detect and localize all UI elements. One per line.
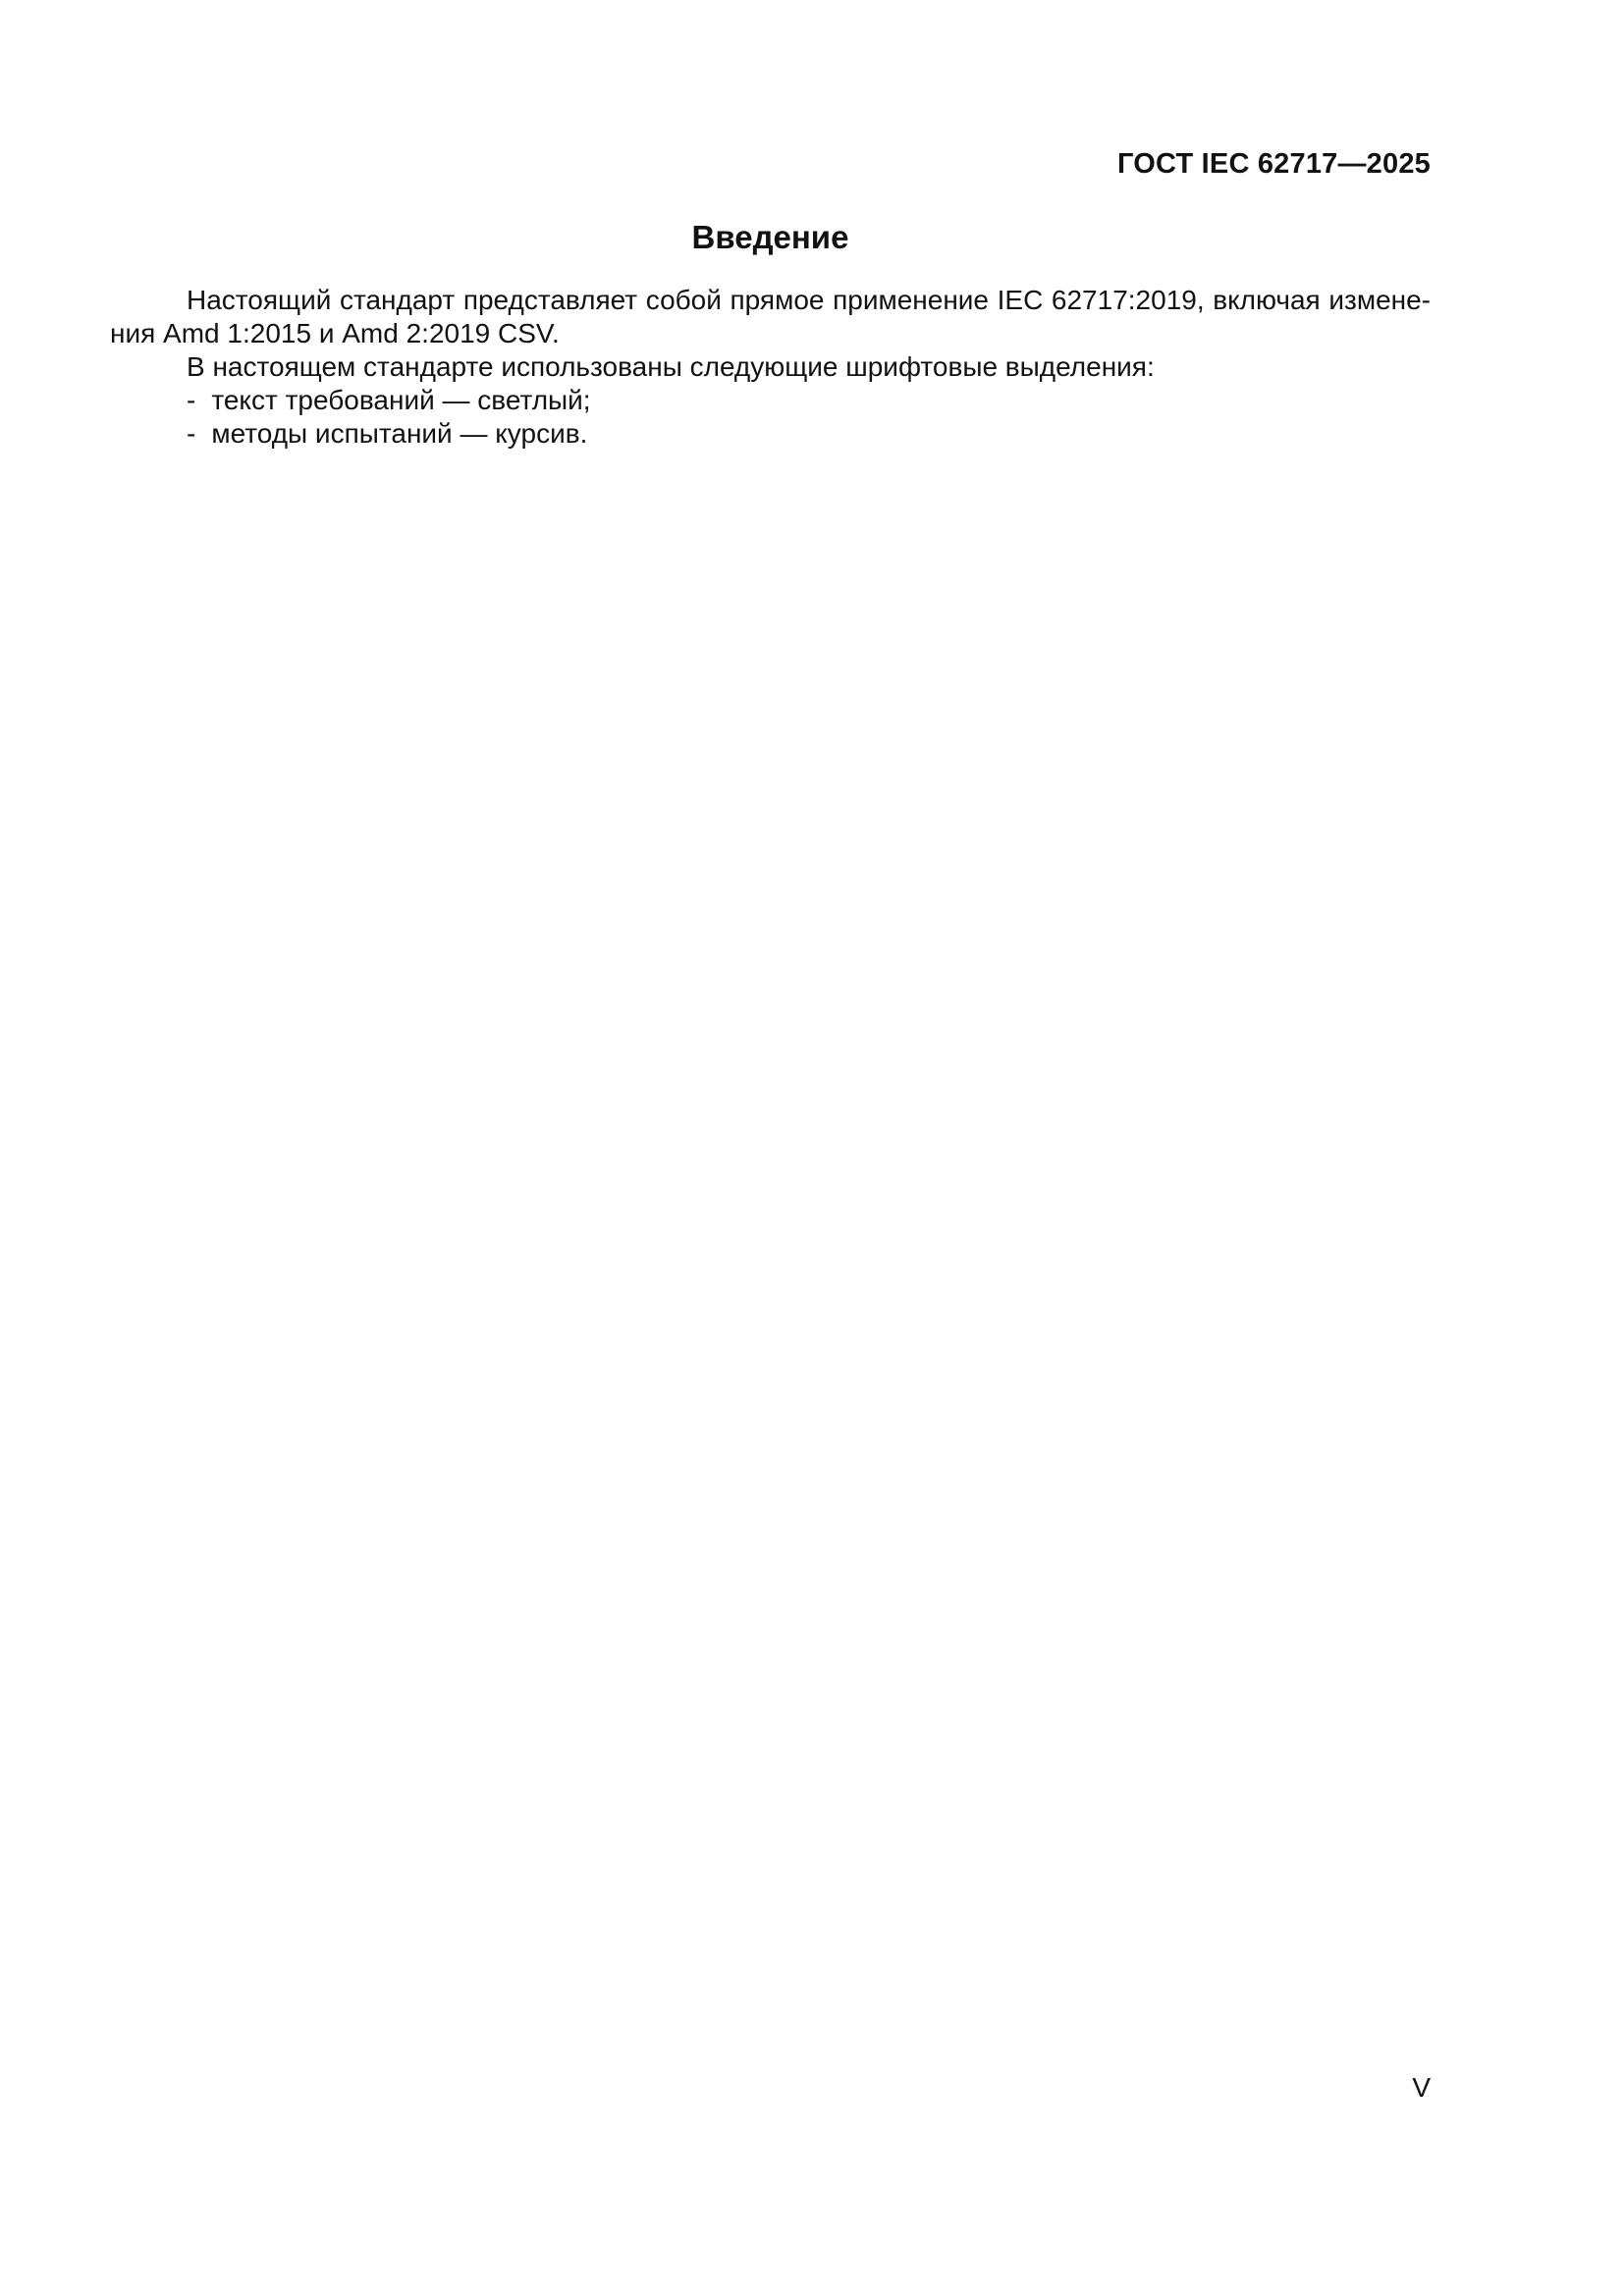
document-body: [110, 284, 1431, 451]
page-number: V: [1412, 2072, 1431, 2103]
font-styles-paragraph: В настоящем стандарте использованы следующие шрифтовые выделения:: [187, 351, 1155, 382]
document-title: Введение: [691, 219, 849, 255]
list-marker: -: [187, 385, 196, 415]
intro-paragraph-line-2: ния Amd 1:2015 и Amd 2:2019 CSV.: [110, 318, 560, 348]
intro-paragraph-line-1: Настоящий стандарт представляет собой прямое применение IEC 62717:2019, включая измене-: [187, 285, 1431, 315]
list-item-text: методы испытаний — курсив.: [211, 418, 588, 449]
list-item: [110, 384, 1431, 417]
list-item: [110, 417, 1431, 451]
list-marker: -: [187, 418, 196, 449]
list-item-text: текст требований — светлый;: [211, 385, 591, 415]
page-header: ГОСТ IEC 62717—2025: [1117, 148, 1431, 180]
